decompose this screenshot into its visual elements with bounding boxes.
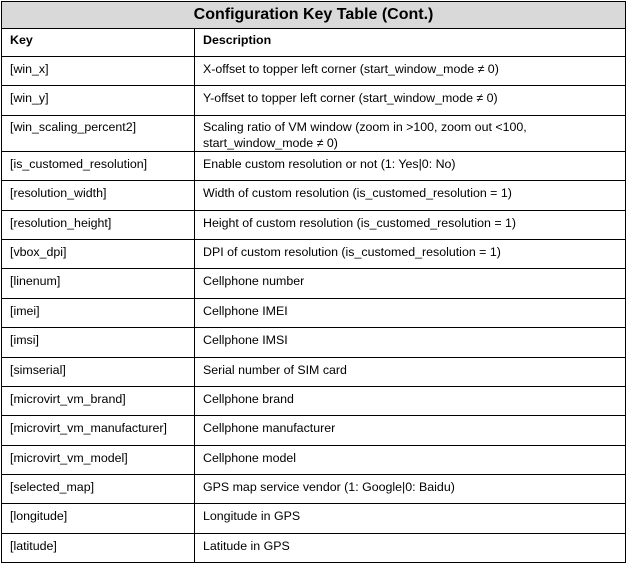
header-row xyxy=(2,29,626,57)
table-row xyxy=(2,386,626,415)
key-cell: [latitude] xyxy=(2,533,195,562)
table-row xyxy=(2,57,626,86)
table-row xyxy=(2,115,626,151)
table-row xyxy=(2,445,626,474)
description-cell: Enable custom resolution or not (1: Yes|0: No) xyxy=(195,151,626,180)
table-row xyxy=(2,151,626,180)
table-row xyxy=(2,533,626,562)
config-key-table xyxy=(1,1,626,563)
table-title: Configuration Key Table (Cont.) xyxy=(2,2,626,29)
key-cell: [simserial] xyxy=(2,357,195,386)
column-header-key: Key xyxy=(2,29,195,57)
table-row xyxy=(2,298,626,327)
key-cell: [longitude] xyxy=(2,504,195,533)
key-cell: [resolution_width] xyxy=(2,181,195,210)
table-row xyxy=(2,475,626,504)
key-cell: [win_y] xyxy=(2,86,195,115)
description-cell: Cellphone manufacturer xyxy=(195,416,626,445)
key-cell: [vbox_dpi] xyxy=(2,239,195,268)
description-cell: Y-offset to topper left corner (start_window_mode ≠ 0) xyxy=(195,86,626,115)
table-row xyxy=(2,269,626,298)
description-cell: Latitude in GPS xyxy=(195,533,626,562)
table-row xyxy=(2,210,626,239)
description-cell: Width of custom resolution (is_customed_resolution = 1) xyxy=(195,181,626,210)
description-cell: GPS map service vendor (1: Google|0: Baidu) xyxy=(195,475,626,504)
key-cell: [microvirt_vm_model] xyxy=(2,445,195,474)
description-cell: Height of custom resolution (is_customed_resolution = 1) xyxy=(195,210,626,239)
description-cell: Serial number of SIM card xyxy=(195,357,626,386)
description-cell: DPI of custom resolution (is_customed_resolution = 1) xyxy=(195,239,626,268)
key-cell: [microvirt_vm_brand] xyxy=(2,386,195,415)
table-row xyxy=(2,504,626,533)
key-cell: [is_customed_resolution] xyxy=(2,151,195,180)
description-cell: Cellphone model xyxy=(195,445,626,474)
key-cell: [microvirt_vm_manufacturer] xyxy=(2,416,195,445)
table-row xyxy=(2,357,626,386)
description-cell: Cellphone brand xyxy=(195,386,626,415)
key-cell: [imsi] xyxy=(2,328,195,357)
table-row xyxy=(2,181,626,210)
description-cell: Cellphone IMEI xyxy=(195,298,626,327)
column-header-description: Description xyxy=(195,29,626,57)
key-cell: [resolution_height] xyxy=(2,210,195,239)
table-row xyxy=(2,416,626,445)
description-cell: Cellphone IMSI xyxy=(195,328,626,357)
description-cell: Cellphone number xyxy=(195,269,626,298)
table-row xyxy=(2,239,626,268)
key-cell: [win_scaling_percent2] xyxy=(2,115,195,151)
key-cell: [imei] xyxy=(2,298,195,327)
table-row xyxy=(2,86,626,115)
description-cell: Longitude in GPS xyxy=(195,504,626,533)
key-cell: [win_x] xyxy=(2,57,195,86)
key-cell: [selected_map] xyxy=(2,475,195,504)
description-cell: Scaling ratio of VM window (zoom in >100, zoom out <100, start_window_mode ≠ 0) xyxy=(195,115,626,151)
description-cell: X-offset to topper left corner (start_window_mode ≠ 0) xyxy=(195,57,626,86)
config-key-table-container xyxy=(1,1,625,563)
table-row xyxy=(2,328,626,357)
key-cell: [linenum] xyxy=(2,269,195,298)
